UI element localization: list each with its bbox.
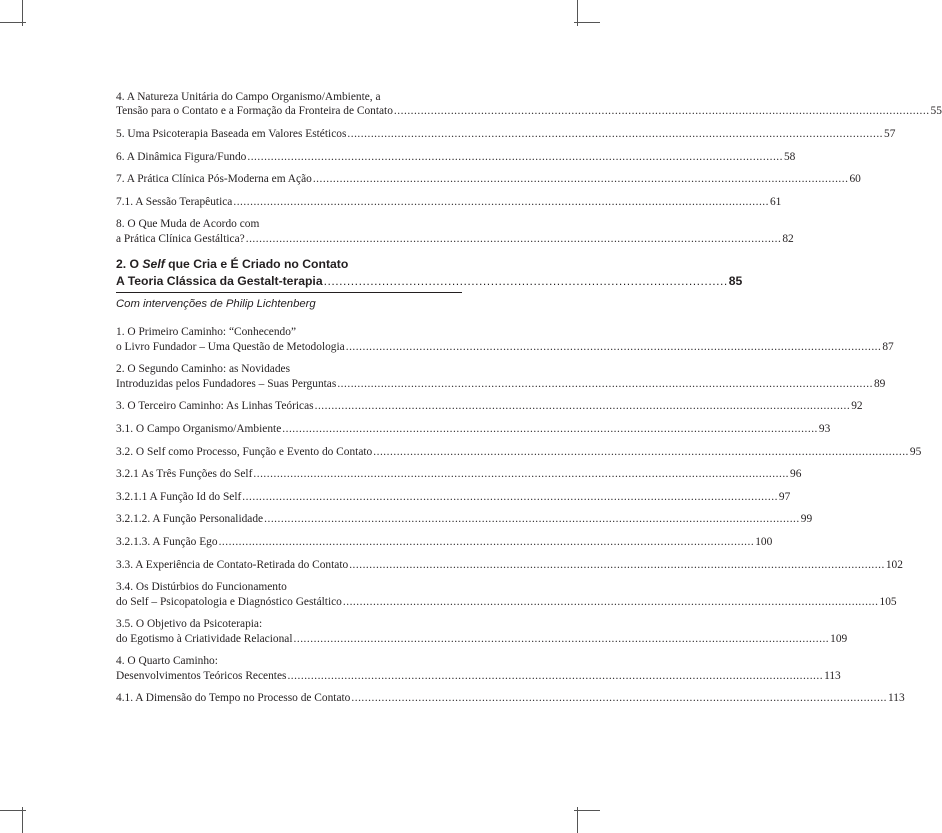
toc-entry-title-line [116,595,897,609]
toc-page-number: 105 [879,595,897,608]
crop-mark-bottom-left-h [0,810,26,811]
toc-entry-text: 3. O Terceiro Caminho: As Linhas Teóricas [116,400,314,413]
leader-dots: ................................................................................................................................................................ [287,669,824,682]
toc-page-number: 92 [851,400,863,413]
toc-page-number: 93 [818,422,831,435]
toc-page-number: 109 [830,632,848,645]
leader-dots: ................................................................................................................................................................ [393,105,930,118]
leader-dots: ................................................................................................................................................................ [247,150,783,163]
toc-entry-text: 7.1. A Sessão Terapêutica [116,195,233,208]
toc-entry-title-line [116,467,802,481]
toc-entry-text: 7. A Prática Clínica Pós-Moderna em Ação [116,173,312,186]
toc-page-number: 82 [782,232,794,245]
toc-entry-title-line [116,558,903,572]
toc-entry-line1: 4. A Natureza Unitária do Campo Organismo/Ambiente, a [116,91,381,103]
toc-page-number: 58 [783,150,796,163]
leader-dots: ................................................................................................................................................................ [282,422,818,435]
toc-entry[interactable] [116,617,848,646]
toc-entry[interactable] [116,325,894,354]
toc-page-number: 61 [769,195,782,208]
toc-entry-line1: 8. O Que Muda de Acordo com [116,218,260,231]
toc-page-number: 99 [800,513,813,526]
toc-page-number: 89 [873,377,886,390]
leader-dots: ................................................................................................................................................................ [233,195,769,208]
toc-entry-title-line [116,632,848,646]
toc-entry-line1: 3.4. Os Distúrbios do Funcionamento [116,581,287,594]
toc-entry[interactable] [116,490,791,504]
toc-entry-title-line [116,490,791,504]
chapter-heading[interactable] [116,256,743,293]
toc-entry-text: 6. A Dinâmica Figura/Fundo [116,150,247,163]
leader-dots: ................................................................................................................................................................ [345,340,882,353]
leader-dots: ................................................................................................................................................................ [349,558,885,571]
toc-entry-title-line [116,422,831,436]
chapter-title-line2 [116,273,743,294]
toc-entry-title-line [116,669,841,683]
toc-page-number: 113 [824,669,841,682]
toc-entry-text: Introduzidas pelos Fundadores – Suas Perguntas [116,377,337,390]
toc-entry-text: 3.2.1.1 A Função Id do Self [116,490,242,503]
toc-page-number: 55 [930,105,942,118]
toc-entry-line1: 1. O Primeiro Caminho: “Conhecendo” [116,326,296,339]
toc-entry-line1: 4. O Quarto Caminho: [116,655,218,668]
toc-page-number: 113 [888,692,905,705]
toc-entry[interactable] [116,172,861,186]
toc-page-number: 97 [778,490,791,503]
toc-entry-line1: 2. O Segundo Caminho: as Novidades [116,363,291,376]
leader-dots: ........................................................................................................ [323,273,728,288]
toc-page-number: 87 [882,340,894,353]
toc-entry-title-line [116,150,796,164]
toc-entry-text: do Egotismo à Criatividade Relacional [116,632,293,645]
chapter-subtitle-text: A Teoria Clássica da Gestalt-terapia [116,273,323,288]
leader-dots: ................................................................................................................................................................ [312,173,849,186]
toc-page-number: 95 [909,445,922,458]
toc-page-number: 60 [849,173,861,186]
toc-entry-text: 5. Uma Psicoterapia Baseada em Valores Estéticos [116,128,347,140]
toc-entry-text: 3.2. O Self como Processo, Função e Evento do Contato [116,445,373,458]
leader-dots: ................................................................................................................................................................ [245,232,782,245]
toc-bottom-list [116,325,922,705]
toc-entry-text: 3.1. O Campo Organismo/Ambiente [116,422,282,435]
leader-dots: ................................................................................................................................................................ [347,128,884,140]
leader-dots: ................................................................................................................................................................ [218,535,755,548]
chapter-contributor: Com intervenções de Philip Lichtenberg [116,298,316,311]
toc-entry-title-line [116,172,861,186]
toc-entry-title-line [116,445,922,459]
toc-entry[interactable] [116,445,922,459]
chapter-title-line1 [116,257,348,271]
leader-dots: ................................................................................................................................................................ [264,513,800,526]
leader-dots: ................................................................................................................................................................ [351,692,888,705]
toc-entry[interactable] [116,195,782,209]
toc-entry[interactable] [116,467,802,481]
toc-entry-text: 4.1. A Dimensão do Tempo no Processo de Contato [116,692,351,705]
toc-entry[interactable] [116,90,942,119]
chapter-page-number: 85 [728,273,743,288]
toc-entry-title-line [116,512,813,526]
leader-dots: ................................................................................................................................................................ [293,632,830,645]
toc-entry-text: 3.3. A Experiência de Contato-Retirada do Contato [116,558,349,571]
chapter-self-word: Self [142,257,165,272]
toc-entry[interactable] [116,558,903,572]
toc-entry[interactable] [116,654,841,683]
toc-entry-text: do Self – Psicopatologia e Diagnóstico Gestáltico [116,595,342,608]
toc-entry-title-line [116,691,905,705]
toc-entry-text: a Prática Clínica Gestáltica? [116,232,245,245]
leader-dots: ................................................................................................................................................................ [253,468,790,481]
toc-entry[interactable] [116,217,794,246]
toc-top-list [116,90,942,246]
toc-entry[interactable] [116,535,773,549]
crop-mark-top-left-h [0,22,26,23]
toc-entry-title-line [116,377,886,391]
leader-dots: ................................................................................................................................................................ [373,445,909,458]
toc-entry-title-line [116,340,894,354]
leader-dots: ................................................................................................................................................................ [242,490,778,503]
toc-entry-line1: 3.5. O Objetivo da Psicoterapia: [116,618,263,631]
toc-entry-title-line [116,127,896,141]
leader-dots: ................................................................................................................................................................ [342,595,879,608]
toc-page-number: 57 [884,128,896,140]
toc-entry[interactable] [116,512,813,526]
toc-entry-title-line [116,195,782,209]
toc-entry-title-line [116,535,773,549]
toc-entry-text: Tensão para o Contato e a Formação da Fronteira de Contato [116,105,393,118]
toc-page-number: 102 [885,558,903,571]
toc-page-number: 100 [755,535,773,548]
toc-entry[interactable] [116,422,831,436]
crop-mark-bottom-right-h [574,810,600,811]
toc-entry[interactable] [116,362,886,391]
toc-entry[interactable] [116,691,905,705]
toc-entry-text: o Livro Fundador – Uma Questão de Metodologia [116,340,345,353]
toc-entry-text: 3.2.1.2. A Função Personalidade [116,513,264,526]
chapter-number: 2. O [116,257,143,272]
toc-entry[interactable] [116,127,896,141]
toc-entry[interactable] [116,150,796,164]
leader-dots: ................................................................................................................................................................ [337,377,873,390]
toc-entry-text: 3.2.1.3. A Função Ego [116,535,218,548]
toc-entry-title-line [116,399,863,413]
crop-mark-top-right-h [574,22,600,23]
toc-entry-text: 3.2.1 As Três Funções do Self [116,468,253,481]
toc-entry-title-line [116,104,942,118]
toc-entry[interactable] [116,580,897,609]
table-of-contents [116,90,942,714]
toc-page-number: 96 [790,468,802,481]
toc-entry-text: Desenvolvimentos Teóricos Recentes [116,669,287,682]
leader-dots: ................................................................................................................................................................ [314,400,851,413]
toc-entry-title-line [116,232,794,246]
toc-entry[interactable] [116,399,863,413]
chapter-title-rest: que Cria e É Criado no Contato [164,257,349,272]
